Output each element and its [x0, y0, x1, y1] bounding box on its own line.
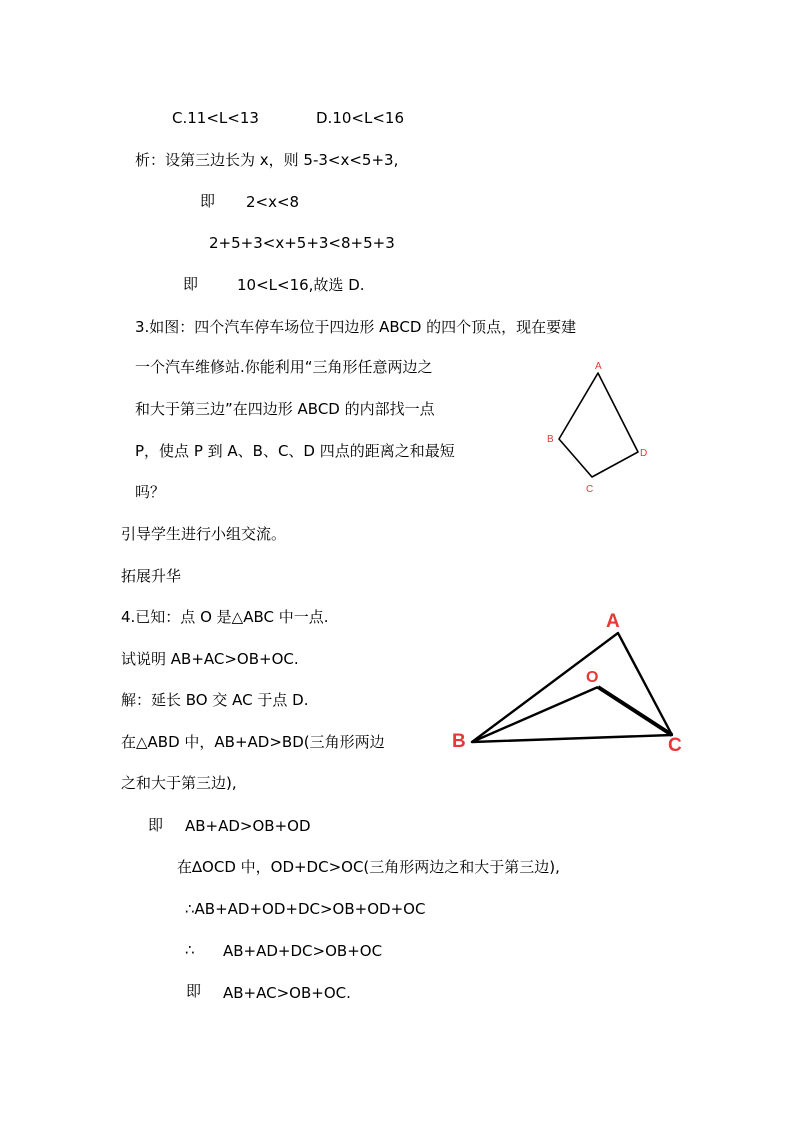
problem3-line-5: 吗？	[135, 483, 166, 501]
solution-line-7-prefix: ∴	[185, 941, 195, 959]
problem4-given: 4.已知：点 O 是△ABC 中一点.	[121, 608, 329, 626]
solution-line-7-expr: AB+AD+DC>OB+OC	[223, 942, 383, 960]
quadrilateral-abcd	[559, 373, 638, 477]
problem3-line-3: 和大于第三边”在四边形 ABCD 的内部找一点	[135, 400, 435, 418]
analysis-line-4-expr: 10<L<16,故选 D.	[237, 276, 365, 294]
vertex-label-a: A	[606, 611, 620, 632]
vertex-label-c: C	[668, 735, 682, 756]
option-d: D.10<L<16	[316, 109, 404, 127]
extension-heading: 拓展升华	[121, 567, 182, 585]
segment-oc	[598, 687, 672, 735]
option-c: C.11<L<13	[172, 109, 259, 127]
solution-line-8-prefix: 即	[186, 982, 202, 1000]
vertex-label-b: B	[547, 434, 554, 445]
analysis-line-3: 2+5+3<x+5+3<8+5+3	[209, 234, 395, 252]
quadrilateral-figure	[540, 355, 660, 500]
triangle-abc	[472, 633, 672, 742]
vertex-label-b: B	[452, 731, 466, 752]
vertex-label-a: A	[595, 361, 602, 372]
solution-line-6: ∴AB+AD+OD+DC>OB+OD+OC	[185, 900, 426, 918]
guide-text: 引导学生进行小组交流。	[121, 525, 287, 543]
solution-line-1: 解：延长 BO 交 AC 于点 D.	[121, 691, 309, 709]
vertex-label-c: C	[586, 484, 594, 495]
solution-line-4-prefix: 即	[148, 816, 164, 834]
analysis-line-1: 析：设第三边长为 x，则 5-3<x<5+3,	[135, 151, 399, 169]
analysis-line-4-prefix: 即	[183, 275, 199, 293]
vertex-label-d: D	[640, 448, 648, 459]
vertex-label-o: O	[586, 669, 599, 686]
analysis-line-2-expr: 2<x<8	[246, 193, 300, 211]
analysis-line-2-prefix: 即	[200, 192, 216, 210]
triangle-figure	[450, 605, 700, 755]
solution-line-8-expr: AB+AC>OB+OC.	[223, 984, 351, 1002]
problem3-line-2: 一个汽车维修站.你能利用“三角形任意两边之	[135, 358, 433, 376]
solution-line-2: 在△ABD 中，AB+AD>BD(三角形两边	[121, 733, 385, 751]
problem4-prove: 试说明 AB+AC>OB+OC.	[121, 650, 299, 668]
solution-line-3: 之和大于第三边),	[121, 774, 237, 792]
problem3-line-1: 3.如图：四个汽车停车场位于四边形 ABCD 的四个顶点，现在要建	[135, 318, 577, 336]
problem3-line-4: P，使点 P 到 A、B、C、D 四点的距离之和最短	[135, 442, 455, 460]
solution-line-4-expr: AB+AD>OB+OD	[185, 817, 311, 835]
solution-line-5: 在∆OCD 中，OD+DC>OC(三角形两边之和大于第三边),	[177, 858, 560, 876]
